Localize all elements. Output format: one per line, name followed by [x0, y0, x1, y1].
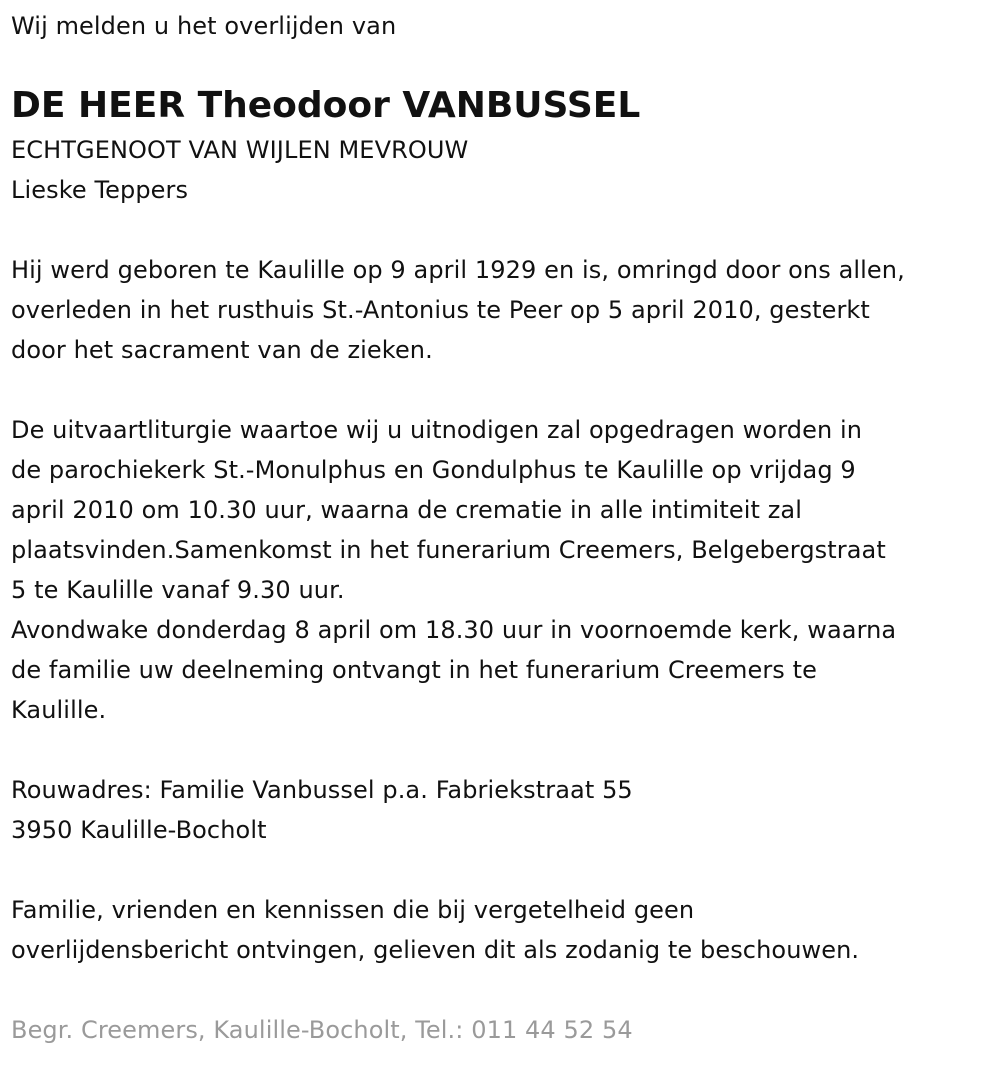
deceased-name: DE HEER Theodoor VANBUSSEL [11, 85, 641, 126]
spacer [11, 970, 991, 1010]
birth-paragraph [11, 250, 991, 370]
paragraph-line: overleden in het rusthuis St.-Antonius te Peer op 5 april 2010, gesterkt [11, 296, 870, 324]
paragraph-line: overlijdensbericht ontvingen, gelieven dit als zodanig te beschouwen. [11, 936, 860, 964]
paragraph-line: Hij werd geboren te Kaulille op 9 april 1929 en is, omringd door ons allen, [11, 256, 905, 284]
mourning-address [11, 770, 991, 850]
paragraph-line: De uitvaartliturgie waartoe wij u uitnodigen zal opgedragen worden in [11, 416, 863, 444]
spacer [11, 210, 991, 250]
paragraph-line: 5 te Kaulille vanaf 9.30 uur. [11, 576, 345, 604]
paragraph-line: Familie, vrienden en kennissen die bij vergetelheid geen [11, 896, 695, 924]
spouse-name: Lieske Teppers [11, 176, 189, 204]
address-line: 3950 Kaulille-Bocholt [11, 816, 267, 844]
obituary-document [11, 6, 991, 1050]
spacer [11, 850, 991, 890]
paragraph-line: Avondwake donderdag 8 april om 18.30 uur in voornoemde kerk, waarna [11, 616, 897, 644]
spacer [11, 370, 991, 410]
funeral-paragraph [11, 410, 991, 730]
paragraph-line: april 2010 om 10.30 uur, waarna de crematie in alle intimiteit zal [11, 496, 802, 524]
funeral-home-footer: Begr. Creemers, Kaulille-Bocholt, Tel.: 011 44 52 54 [11, 1016, 633, 1044]
paragraph-line: plaatsvinden.Samenkomst in het funerarium Creemers, Belgebergstraat [11, 536, 886, 564]
paragraph-line: door het sacrament van de zieken. [11, 336, 433, 364]
paragraph-line: Kaulille. [11, 696, 107, 724]
intro-text: Wij melden u het overlijden van [11, 12, 397, 40]
spouse-line: ECHTGENOOT VAN WIJLEN MEVROUW [11, 136, 469, 164]
spacer [11, 730, 991, 770]
paragraph-line: de familie uw deelneming ontvangt in het funerarium Creemers te [11, 656, 817, 684]
address-line: Rouwadres: Familie Vanbussel p.a. Fabriekstraat 55 [11, 776, 633, 804]
paragraph-line: de parochiekerk St.-Monulphus en Gondulphus te Kaulille op vrijdag 9 [11, 456, 856, 484]
notice-paragraph [11, 890, 991, 970]
